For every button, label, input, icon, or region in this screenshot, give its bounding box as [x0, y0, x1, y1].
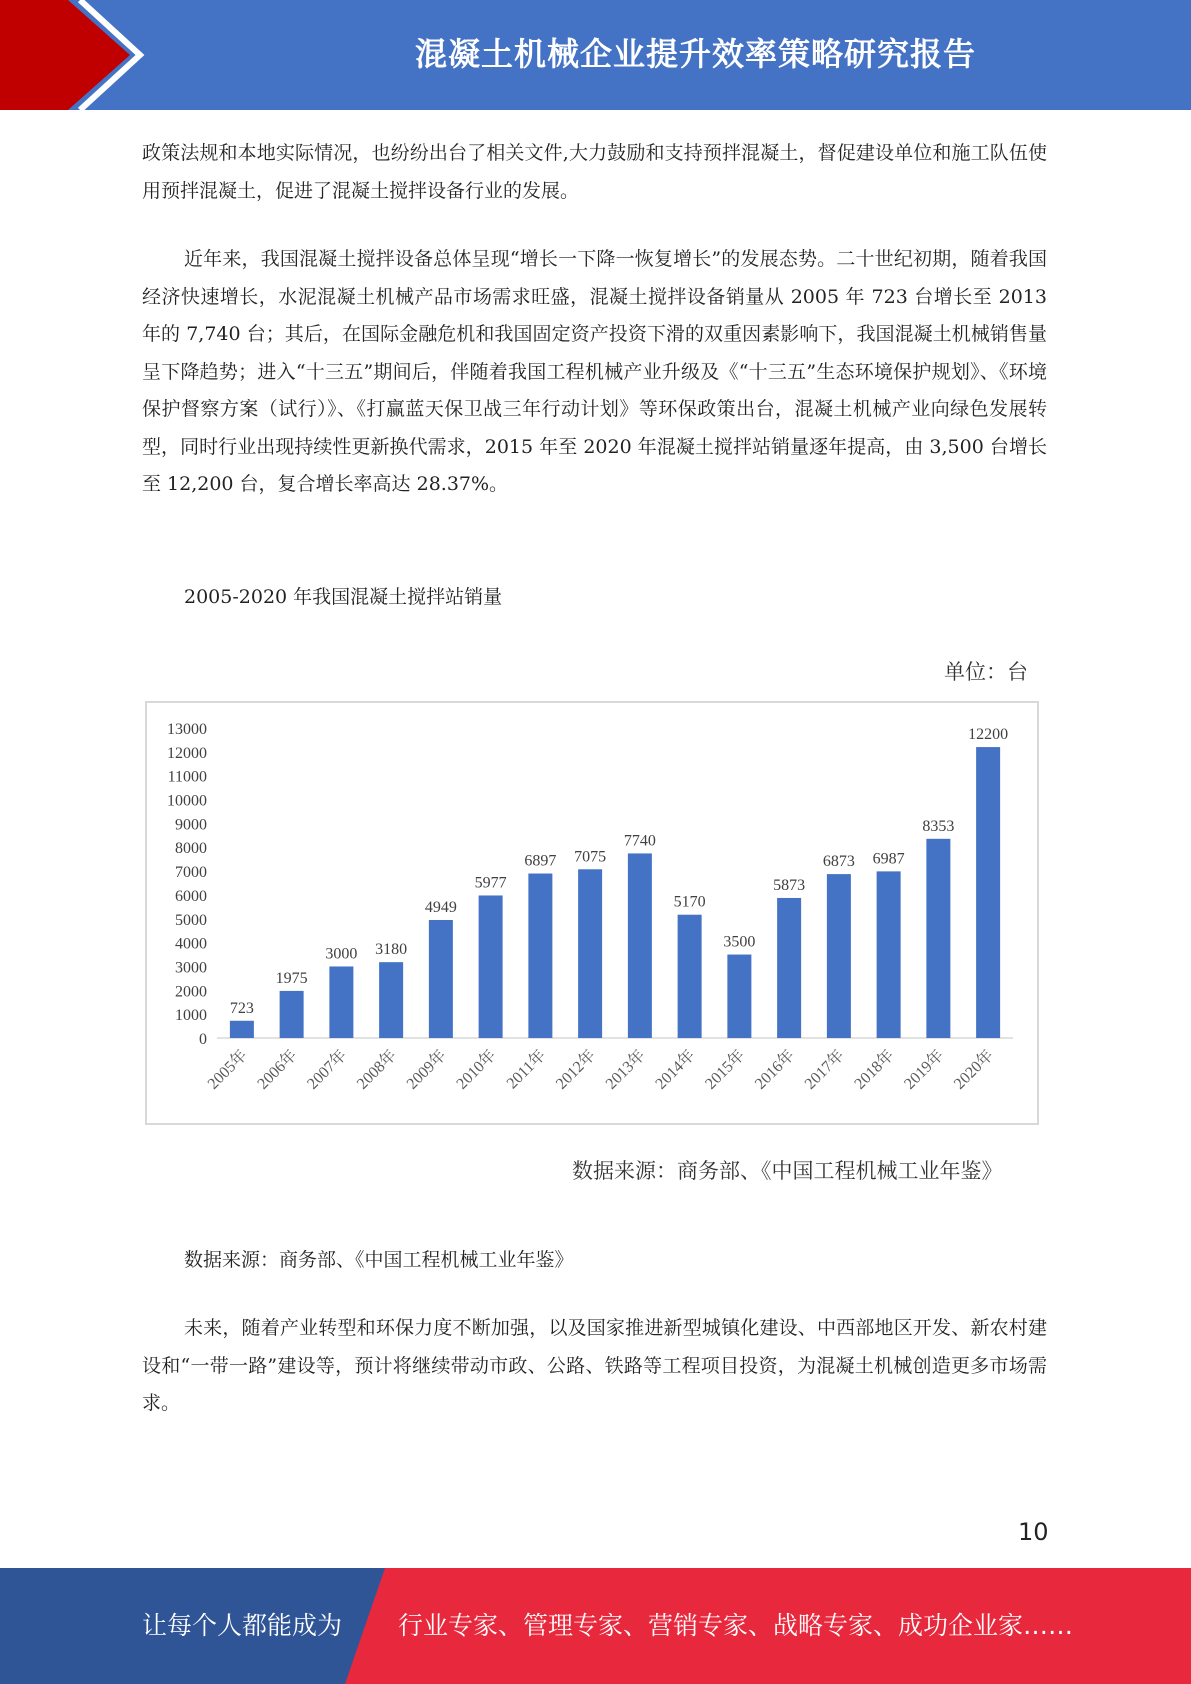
- bar: [678, 915, 702, 1038]
- report-header: [0, 0, 1191, 110]
- x-tick-label: 2006年: [254, 1046, 301, 1093]
- x-tick-label: 2014年: [652, 1046, 699, 1093]
- data-label: 5873: [773, 876, 806, 894]
- x-tick-label: 2018年: [851, 1046, 898, 1093]
- y-tick-label: 0: [199, 1031, 207, 1048]
- chart-frame: [145, 701, 1039, 1125]
- x-tick-label: 2017年: [801, 1046, 848, 1093]
- bar: [479, 895, 503, 1038]
- x-tick-label: 2012年: [552, 1046, 599, 1093]
- data-label: 12200: [968, 726, 1009, 744]
- bar-chart: [147, 703, 1037, 1123]
- y-tick-label: 3000: [175, 959, 207, 977]
- bar: [280, 991, 304, 1038]
- data-label: 3000: [325, 945, 358, 963]
- data-label: 6897: [524, 852, 557, 870]
- y-tick-label: 12000: [167, 744, 207, 762]
- bar: [379, 962, 403, 1038]
- x-tick-label: 2011年: [503, 1046, 550, 1093]
- paragraph-3: 未来，随着产业转型和环保力度不断加强，以及国家推进新型城镇化建设、中西部地区开发、新农村建设和“一带一路”建设等，预计将继续带动市政、公路、铁路等工程项目投资，为混凝土机械创造更多市场需求。: [142, 1317, 1047, 1414]
- source-note: 数据来源：商务部、《中国工程机械工业年鉴》: [184, 1249, 574, 1271]
- y-tick-label: 6000: [175, 887, 207, 905]
- bar: [926, 839, 950, 1038]
- data-label: 7075: [574, 848, 607, 866]
- x-tick-label: 2019年: [901, 1046, 948, 1093]
- bar: [976, 747, 1000, 1038]
- bar: [827, 874, 851, 1038]
- footer-slogan-left: 让每个人都能成为: [142, 1611, 343, 1640]
- bar: [329, 966, 353, 1038]
- x-tick-label: 2016年: [751, 1046, 798, 1093]
- data-label: 6987: [872, 850, 905, 868]
- y-tick-label: 13000: [167, 721, 207, 738]
- x-tick-label: 2007年: [304, 1046, 351, 1093]
- y-tick-label: 7000: [175, 864, 207, 882]
- data-label: 4949: [424, 898, 457, 916]
- bar: [727, 955, 751, 1038]
- data-label: 8353: [922, 817, 955, 835]
- page-number: 10: [1018, 1518, 1049, 1546]
- y-tick-label: 4000: [175, 935, 207, 953]
- bar: [777, 898, 801, 1038]
- y-tick-label: 5000: [175, 911, 207, 929]
- bar: [628, 853, 652, 1038]
- data-label: 5977: [474, 874, 507, 892]
- x-tick-label: 2015年: [702, 1046, 749, 1093]
- data-label: 6873: [822, 853, 855, 871]
- data-label: 3500: [723, 933, 756, 951]
- bar: [877, 871, 901, 1038]
- y-tick-label: 2000: [175, 983, 207, 1001]
- y-tick-label: 8000: [175, 840, 207, 858]
- bar: [429, 920, 453, 1038]
- figure-caption: 2005-2020 年我国混凝土搅拌站销量: [184, 586, 503, 608]
- bar: [578, 869, 602, 1038]
- x-tick-label: 2020年: [950, 1046, 997, 1093]
- bar: [230, 1021, 254, 1038]
- chart-source-label: 数据来源：商务部、《中国工程机械工业年鉴》: [572, 1159, 1003, 1183]
- x-tick-label: 2013年: [602, 1046, 649, 1093]
- page-footer: [0, 1568, 1191, 1684]
- data-label: 7740: [623, 832, 656, 850]
- x-tick-label: 2009年: [403, 1046, 450, 1093]
- y-tick-label: 9000: [175, 816, 207, 834]
- y-tick-label: 11000: [167, 768, 207, 786]
- x-tick-label: 2005年: [204, 1046, 251, 1093]
- data-label: 5170: [673, 893, 706, 911]
- data-label: 1975: [275, 969, 308, 987]
- footer-slogan-right: 行业专家、管理专家、营销专家、战略专家、成功企业家……: [398, 1611, 1074, 1640]
- x-tick-label: 2008年: [353, 1046, 400, 1093]
- paragraph-1: 政策法规和本地实际情况，也纷纷出台了相关文件,大力鼓励和支持预拌混凝土，督促建设单位和施工队伍使用预拌混凝土，促进了混凝土搅拌设备行业的发展。: [142, 142, 1047, 202]
- y-tick-label: 10000: [167, 792, 207, 810]
- y-tick-label: 1000: [175, 1007, 207, 1025]
- paragraph-2: 近年来，我国混凝土搅拌设备总体呈现“增长一下降一恢复增长”的发展态势。二十世纪初期，随着我国经济快速增长，水泥混凝土机械产品市场需求旺盛，混凝土搅拌设备销量从 2005 年 723 台增长至 2013 年的 7,740 台；其后，在国际金融危机和我国固定资产投资下滑的双重因素影响下，我国混凝土机械销售量呈下降趋势；进入“十三五”期间后，伴随着我国工程机械产业升级及《“十三五”生态环境保护规划》、《环境保护督察方案（试行）》、《打赢蓝天保卫战三年行动计划》等环保政策出台，混凝土机械产业向绿色发展转型，同时行业出现持续性更新换代需求，2015 年至 2020 年混凝土搅拌站销量逐年提高，由 3,500 台增长至 12,200 台，复合增长率高达 28.37%。: [142, 248, 1047, 495]
- report-title: 混凝土机械企业提升效率策略研究报告: [414, 35, 976, 73]
- chart-unit-label: 单位：台: [944, 660, 1028, 684]
- bar: [528, 874, 552, 1038]
- x-tick-label: 2010年: [453, 1046, 500, 1093]
- data-label: 3180: [375, 941, 408, 959]
- header-chevron-decoration: [0, 0, 160, 110]
- data-label: 723: [229, 999, 254, 1017]
